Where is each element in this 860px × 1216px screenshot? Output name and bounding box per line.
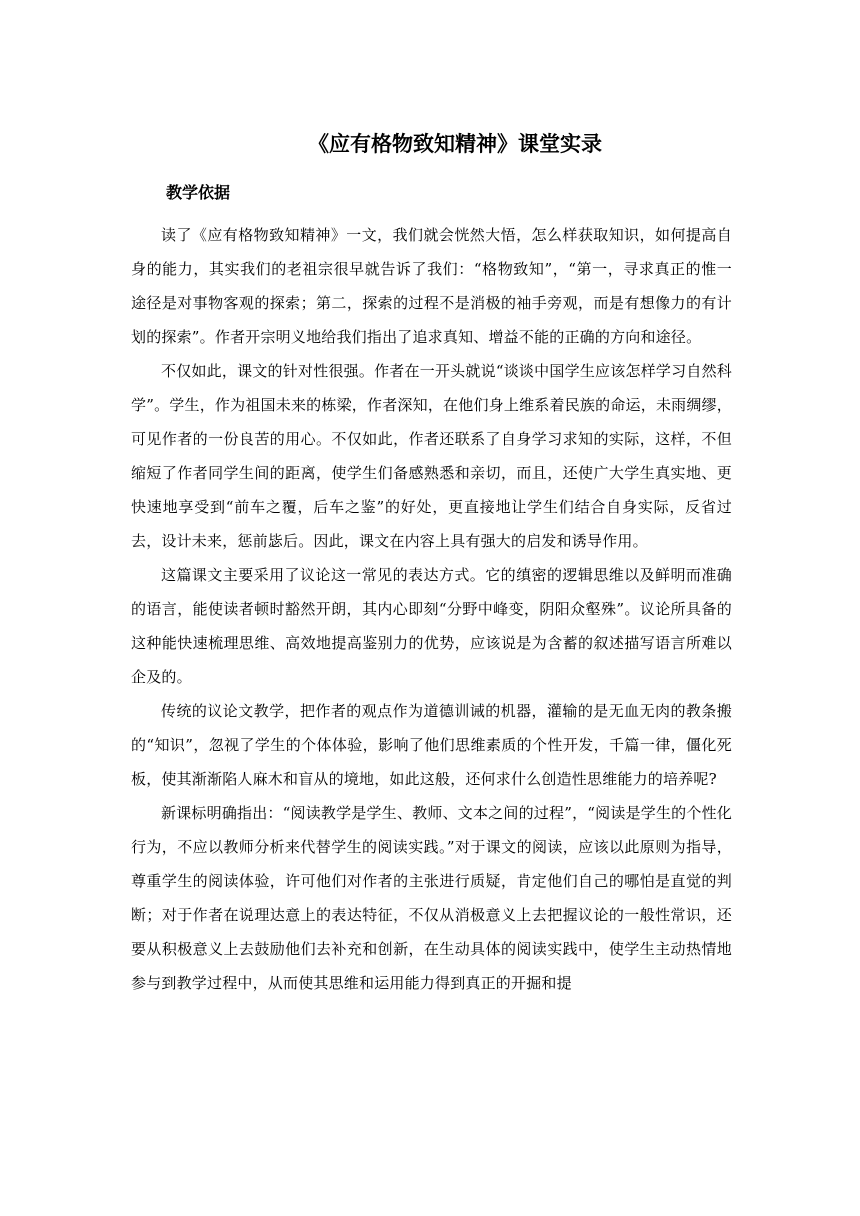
paragraph: 传统的议论文教学，把作者的观点作为道德训诫的机器，灌输的是无血无肉的教条搬的“知识”，忽视了学生的个体体验，影响了他们思维素质的个性开发，千篇一律，僵化死板，使其渐渐陷人麻木和盲从的境地，如此这般，还何求什么创造性思维能力的培养呢? xyxy=(131,702,732,788)
paragraph: 新课标明确指出：“阅读教学是学生、教师、文本之间的过程”，“阅读是学生的个性化行为，不应以教师分析来代替学生的阅读实践。”对于课文的阅读，应该以此原则为指导，尊重学生的阅读体验，许可他们对作者的主张进行质疑，肯定他们自己的哪怕是直觉的判断；对于作者在说理达意上的表达特征，不仅从消极意义上去把握议论的一般性常识，还要从积极意义上去鼓励他们去补充和创新，在生动具体的阅读实践中，使学生主动热情地参与到教学过程中，从而使其思维和运用能力得到真正的开掘和提 xyxy=(131,804,732,992)
paragraph: 这篇课文主要采用了议论这一常见的表达方式。它的缜密的逻辑思维以及鲜明而准确的语言，能使读者顿时豁然开朗，其内心即刻“分野中峰变，阴阳众壑殊”。议论所具备的这种能快速梳理思维、高效地提高鉴别力的优势，应该说是为含蓄的叙述描写语言所难以企及的。 xyxy=(131,566,732,686)
section-heading: 教学依据 xyxy=(166,183,231,202)
paragraph: 不仅如此，课文的针对性很强。作者在一开头就说“谈谈中国学生应该怎样学习自然科学”。学生，作为祖国未来的栋梁，作者深知，在他们身上维系着民族的命运，未雨绸缪，可见作者的一份良苦的用心。不仅如此，作者还联系了自身学习求知的实际，这样，不但缩短了作者同学生间的距离，使学生们备感熟悉和亲切，而且，还使广大学生真实地、更快速地享受到“前车之覆，后车之鉴”的好处，更直接地让学生们结合自身实际，反省过去，设计未来，惩前毖后。因此，课文在内容上具有强大的启发和诱导作用。 xyxy=(131,362,732,550)
paragraph: 读了《应有格物致知精神》一文，我们就会恍然大悟，怎么样获取知识，如何提高自身的能力，其实我们的老祖宗很早就告诉了我们：“格物致知”，“第一，寻求真正的惟一途径是对事物客观的探索；第二，探索的过程不是消极的袖手旁观，而是有想像力的有计划的探索”。作者开宗明义地给我们指出了追求真知、增益不能的正确的方向和途径。 xyxy=(131,226,732,346)
document-title: 《应有格物致知精神》课堂实录 xyxy=(308,132,602,156)
document-body xyxy=(131,218,732,1000)
